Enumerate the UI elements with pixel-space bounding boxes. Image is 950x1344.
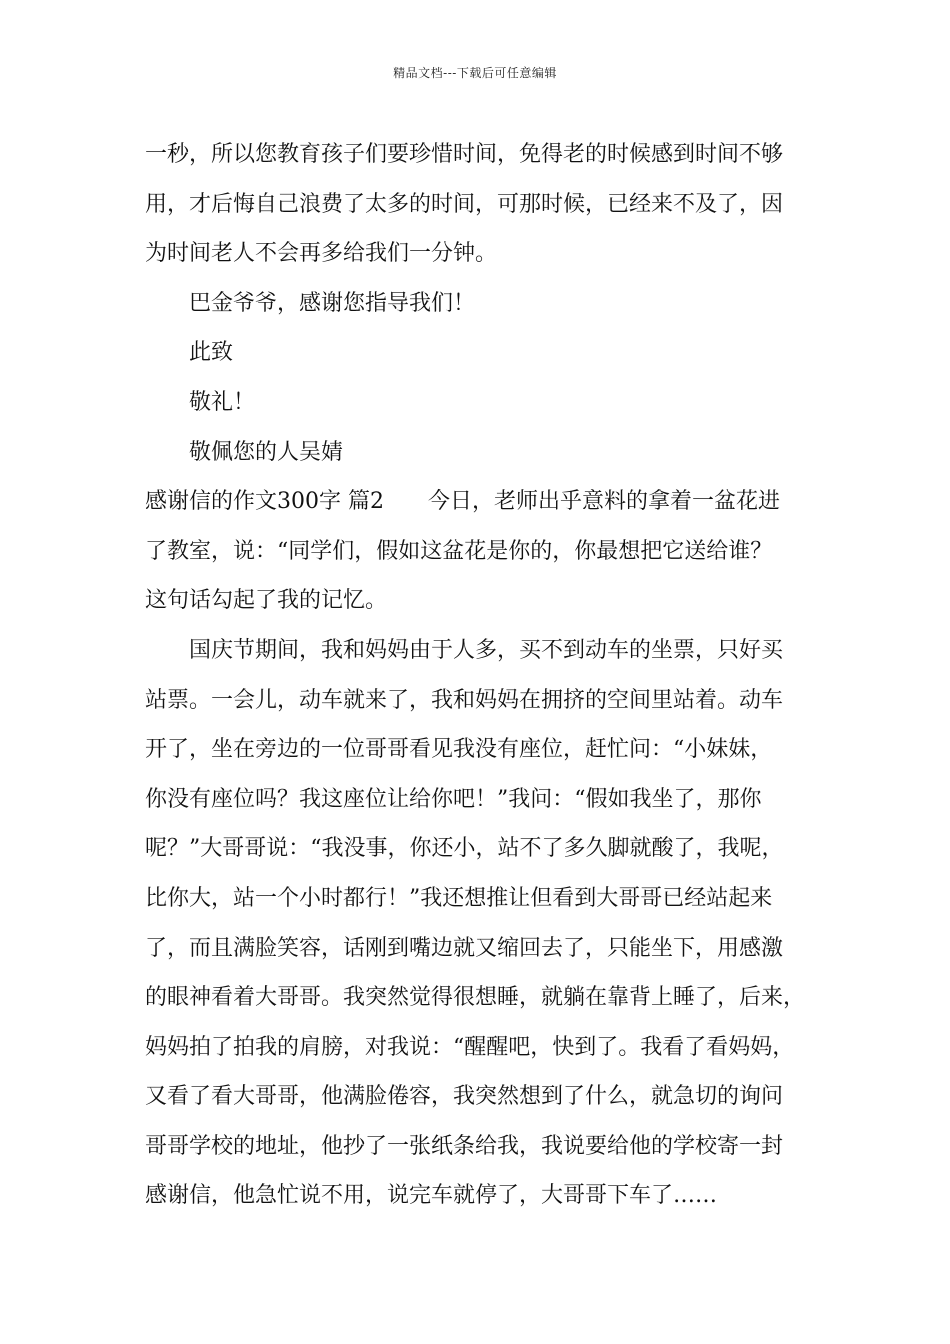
section-title: 感谢信的作文300字 篇2 [145,489,384,515]
signature-line: 敬佩您的人吴婧 [189,439,344,465]
text-line: 你没有座位吗？我这座位让给你吧！”我问：“假如我坐了，那你 [145,786,762,812]
salutation-cizhi: 此致 [189,340,234,366]
text-line: 感谢信，他急忙说不用，说完车就停了，大哥哥下车了…… [145,1183,718,1209]
section-first-text: 今日，老师出乎意料的拿着一盆花进 [427,489,780,515]
text-line: 哥哥学校的地址，他抄了一张纸条给我，我说要给他的学校寄一封 [145,1133,784,1159]
page-header: 精品文档---下载后可任意编辑 [393,66,557,80]
text-line: 妈妈拍了拍我的肩膀，对我说：“醒醒吧，快到了。我看了看妈妈， [145,1034,795,1060]
text-line: 站票。一会儿，动车就来了，我和妈妈在拥挤的空间里站着。动车 [145,687,784,713]
text-line: 开了，坐在旁边的一位哥哥看见我没有座位，赶忙问：“小妹妹， [145,737,773,763]
paragraph-start: 国庆节期间，我和妈妈由于人多，买不到动车的坐票，只好买 [189,637,784,663]
text-line: 一秒，所以您教育孩子们要珍惜时间，免得老的时候感到时间不够 [145,142,784,167]
text-line: 了，而且满脸笑容，话刚到嘴边就又缩回去了，只能坐下，用感激 [145,935,784,961]
text-line: 这句话勾起了我的记忆。 [145,588,388,614]
text-line: 的眼神看着大哥哥。我突然觉得很想睡，就躺在靠背上睡了，后来， [145,985,806,1011]
text-line: 用，才后悔自己浪费了太多的时间，可那时候，已经来不及了，因 [145,191,784,217]
text-line: 比你大，站一个小时都行！”我还想推让但看到大哥哥已经站起来 [145,885,773,911]
text-line: 了教室，说：“同学们，假如这盆花是你的，你最想把它送给谁？ [145,538,773,564]
document-body [145,130,810,1221]
text-line: 又看了看大哥哥，他满脸倦容，我突然想到了什么，就急切的询问 [145,1084,784,1110]
salutation-jingli: 敬礼！ [189,389,256,415]
text-line: 呢？”大哥哥说：“我没事，你还小，站不了多久脚就酸了，我呢， [145,836,784,862]
text-line: 为时间老人不会再多给我们一分钟。 [145,241,498,267]
closing-thanks: 巴金爷爷，感谢您指导我们！ [189,290,476,316]
section-heading-line [145,477,810,527]
